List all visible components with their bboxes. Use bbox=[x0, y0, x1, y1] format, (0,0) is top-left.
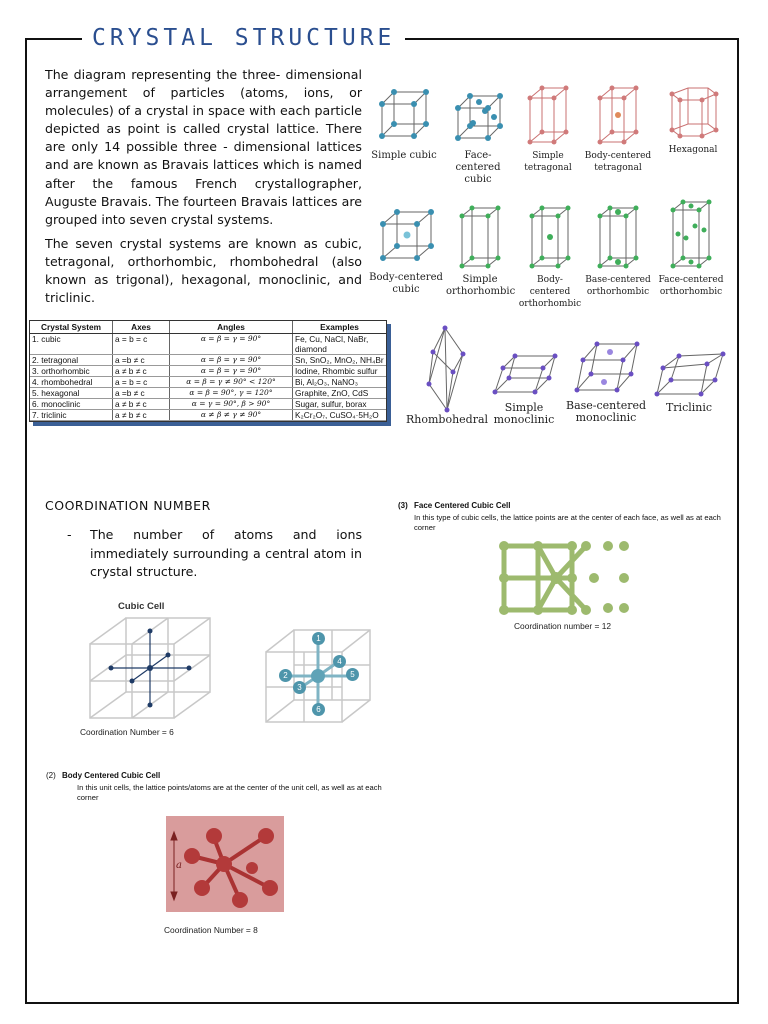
table-cell: Fe, Cu, NaCl, NaBr, diamond bbox=[293, 334, 387, 355]
fcc-heading-text: Face Centered Cubic Cell bbox=[414, 501, 511, 510]
cubic-caption: Coordination Number = 6 bbox=[80, 727, 174, 737]
table-cell: a =b ≠ c bbox=[113, 388, 170, 399]
lattice-label: Base-centered orthorhombic bbox=[585, 275, 651, 297]
lattice-label: Rhombohedral bbox=[406, 413, 489, 426]
table-cell: Iodine, Rhombic sulfur bbox=[293, 366, 387, 377]
table-cell: a = b = c bbox=[113, 334, 170, 355]
lattice-label: Simple orthorhombic bbox=[446, 274, 516, 297]
table-cell: 6. monoclinic bbox=[30, 399, 113, 410]
table-row bbox=[30, 366, 386, 377]
table-row bbox=[30, 399, 386, 410]
table-cell: Graphite, ZnO, CdS bbox=[293, 388, 387, 399]
table-cell: α = β = γ ≠ 90° < 120° bbox=[170, 377, 293, 388]
cubic-cell-label: Cubic Cell bbox=[118, 601, 165, 612]
table-cell: 5. hexagonal bbox=[30, 388, 113, 399]
fcc-heading bbox=[398, 501, 511, 510]
table-cell: 7. triclinic bbox=[30, 410, 113, 421]
lattice-simple-tetragonal bbox=[516, 80, 580, 174]
fcc-caption: Coordination number = 12 bbox=[514, 621, 612, 631]
number-badge: 2 bbox=[279, 669, 292, 682]
fcc-heading-number: (3) bbox=[398, 501, 408, 510]
table-cell: α ≠ β ≠ γ ≠ 90° bbox=[170, 410, 293, 421]
table-cell: a =b ≠ c bbox=[113, 355, 170, 366]
lattice-bcc bbox=[368, 202, 444, 296]
lattice-fc-orthorhombic bbox=[656, 196, 726, 298]
bcc-description: In this unit cells, the lattice points/atoms are at the center of the unit cell, as well as at each corner bbox=[77, 783, 382, 802]
table-row bbox=[30, 410, 386, 421]
lattice-simple-monoclinic bbox=[484, 350, 564, 426]
lattice-label: Body-centered orthorhombic bbox=[518, 275, 582, 309]
table-cell: 3. orthorhombic bbox=[30, 366, 113, 377]
column-header: Crystal System bbox=[30, 321, 113, 334]
lattice-label: Triclinic bbox=[665, 401, 713, 414]
fcc-figure bbox=[498, 538, 632, 618]
bcc-heading-text: Body Centered Cubic Cell bbox=[62, 771, 161, 780]
table-row bbox=[30, 377, 386, 388]
column-header: Angles bbox=[170, 321, 293, 334]
lattice-fcc bbox=[442, 80, 514, 186]
table-cell: α = β = γ = 90° bbox=[170, 334, 293, 355]
number-badge: 4 bbox=[333, 655, 346, 668]
cubic-cell-figure bbox=[86, 614, 218, 722]
table-cell: a ≠ b ≠ c bbox=[113, 366, 170, 377]
table-cell: 2. tetragonal bbox=[30, 355, 113, 366]
bcc-axis-label: a bbox=[176, 860, 182, 871]
table-cell: Bi, Al₂O₃, NaNO₃ bbox=[293, 377, 387, 388]
number-badge: 5 bbox=[346, 668, 359, 681]
table-cell: K₂Cr₂O₇, CuSO₄·5H₂O bbox=[293, 410, 387, 421]
lattice-label: Base-centered monoclinic bbox=[566, 399, 647, 424]
crystal-systems-table bbox=[29, 320, 387, 422]
lattice-simple-cubic bbox=[368, 80, 440, 162]
table-cell: α = β = 90°, γ = 120° bbox=[170, 388, 293, 399]
table-row bbox=[30, 334, 386, 355]
intro-text bbox=[45, 66, 362, 313]
bravais-lattices-figure bbox=[368, 80, 740, 460]
intro-paragraph-2: The seven crystal systems are known as cubic, tetragonal, orthorhombic, rhombohedral (also known as trigonal), hexagonal, monoclinic, and triclinic. bbox=[45, 235, 362, 306]
lattice-label: Body-centered cubic bbox=[369, 272, 443, 295]
table-cell: a = b = c bbox=[113, 377, 170, 388]
lattice-label: Simple tetragonal bbox=[524, 151, 572, 173]
table-cell: 1. cubic bbox=[30, 334, 113, 355]
table-cell: 4. rhombohedral bbox=[30, 377, 113, 388]
number-badge: 1 bbox=[312, 632, 325, 645]
lattice-bc-tetragonal bbox=[584, 80, 652, 174]
table-cell: α = γ = 90°, β > 90° bbox=[170, 399, 293, 410]
bcc-heading bbox=[46, 771, 160, 780]
table-cell: α = β = γ = 90° bbox=[170, 366, 293, 377]
table-cell: a ≠ b ≠ c bbox=[113, 399, 170, 410]
coordination-title: COORDINATION NUMBER bbox=[45, 498, 211, 513]
bcc-caption: Coordination Number = 8 bbox=[164, 925, 258, 935]
lattice-base-monoclinic bbox=[566, 338, 646, 424]
table-cell: Sugar, sulfur, borax bbox=[293, 399, 387, 410]
table-cell: α = β = γ = 90° bbox=[170, 355, 293, 366]
table-header-row bbox=[30, 321, 386, 334]
table-cell: Sn, SnO₂, MnO₂, NH₄Br bbox=[293, 355, 387, 366]
bcc-heading-number: (2) bbox=[46, 771, 56, 780]
table-row bbox=[30, 388, 386, 399]
lattice-bc-orthorhombic bbox=[518, 202, 582, 310]
lattice-label: Hexagonal bbox=[668, 145, 718, 155]
coordination-text: The number of atoms and ions immediately surrounding a central atom in crystal structure. bbox=[90, 527, 362, 579]
intro-paragraph-1: The diagram representing the three- dimensional arrangement of particles (atoms, ions, or molecules) of a crystal in space with each particle depicted as point is called crystal lattice. There are only 14 possible three - dimensional lattices and are known as Bravais lattices which is named after the famous French crystallographer, Auguste Bravais. The fourteen Bravais lattices are grouped into seven crystal systems. bbox=[45, 67, 362, 227]
lattice-label: Face-centered orthorhombic bbox=[658, 275, 724, 297]
lattice-label: Body-centered tetragonal bbox=[584, 151, 652, 173]
table-row bbox=[30, 355, 386, 366]
lattice-label: Face-centered cubic bbox=[455, 150, 501, 185]
number-badge: 3 bbox=[293, 681, 306, 694]
bcc-figure bbox=[166, 816, 284, 912]
fcc-description: In this type of cubic cells, the lattice points are at the center of each face, as well as at each corner bbox=[414, 513, 721, 532]
column-header: Examples bbox=[293, 321, 387, 334]
page-title: CRYSTAL STRUCTURE bbox=[82, 24, 405, 52]
lattice-base-orthorhombic bbox=[584, 202, 652, 298]
table-cell: a ≠ b ≠ c bbox=[113, 410, 170, 421]
bullet-dash: - bbox=[67, 527, 72, 542]
lattice-label: Simple cubic bbox=[371, 150, 437, 161]
coordination-description bbox=[67, 526, 362, 582]
lattice-simple-orthorhombic bbox=[446, 202, 514, 298]
lattice-triclinic bbox=[648, 350, 730, 414]
column-header: Axes bbox=[113, 321, 170, 334]
lattice-label: Simple monoclinic bbox=[493, 401, 555, 426]
number-badge: 6 bbox=[312, 703, 325, 716]
lattice-hexagonal bbox=[658, 80, 728, 156]
lattice-rhombohedral bbox=[406, 324, 489, 426]
